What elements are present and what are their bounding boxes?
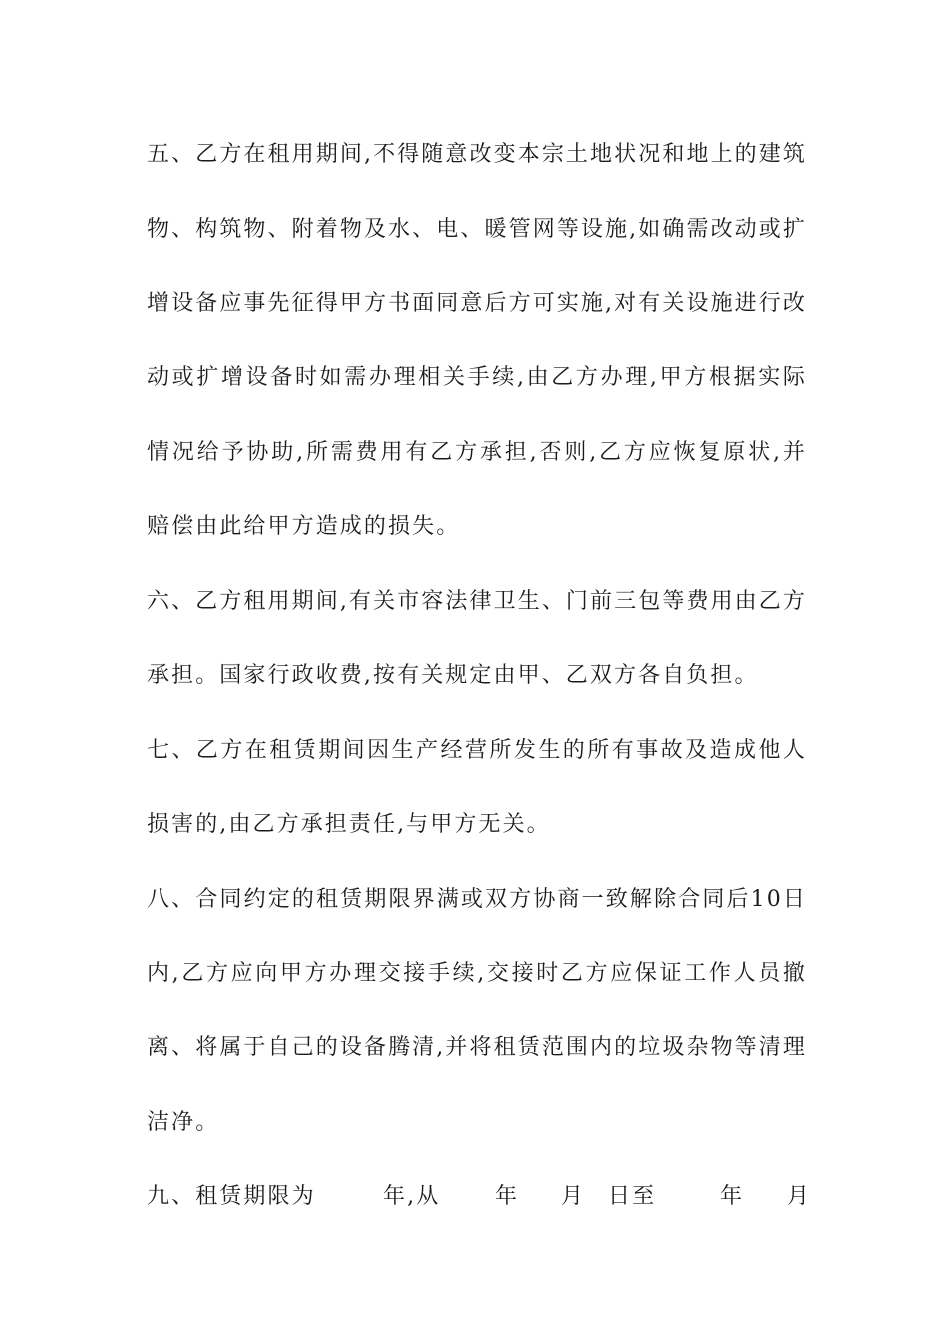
- clause-9-day-to: 日至: [608, 1184, 657, 1209]
- clause-9-lead: 九、租赁期限为: [147, 1184, 316, 1209]
- clause-8-line-3: 离、将属于自己的设备腾清,并将租赁范围内的垃圾杂物等清理: [147, 1035, 807, 1060]
- clause-5-line-6: 赔偿由此给甲方造成的损失。: [147, 514, 461, 539]
- clause-5-line-5: 情况给予协助,所需费用有乙方承担,否则,乙方应恢复原状,并: [147, 440, 807, 465]
- clause-9-line-1: [147, 1179, 812, 1215]
- clause-5-line-2: 物、构筑物、附着物及水、电、暖管网等设施,如确需改动或扩: [147, 217, 807, 242]
- clause-5-line-1: 五、乙方在租用期间,不得随意改变本宗土地状况和地上的建筑: [147, 142, 807, 167]
- clause-7-line-1: 七、乙方在租赁期间因生产经营所发生的所有事故及造成他人: [147, 738, 807, 763]
- clause-5-line-4: 动或扩增设备时如需办理相关手续,由乙方办理,甲方根据实际: [147, 365, 807, 390]
- clause-6-line-2: 承担。国家行政收费,按有关规定由甲、乙双方各自负担。: [147, 663, 759, 688]
- clause-5-line-3: 增设备应事先征得甲方书面同意后方可实施,对有关设施进行改: [147, 291, 807, 316]
- clause-9-year-2: 年: [720, 1184, 745, 1209]
- clause-8-line-4: 洁净。: [147, 1110, 220, 1135]
- clause-8-line-2: 内,乙方应向甲方办理交接手续,交接时乙方应保证工作人员撤: [147, 961, 807, 986]
- clause-7-line-2: 损害的,由乙方承担责任,与甲方无关。: [147, 812, 551, 837]
- clause-9-month: 月: [561, 1184, 586, 1209]
- clause-9-month-2: 月: [787, 1184, 812, 1209]
- clause-9-year: 年: [495, 1184, 520, 1209]
- clause-8-line-1: 八、合同约定的租赁期限界满或双方协商一致解除合同后10日: [147, 887, 807, 912]
- clause-6-line-1: 六、乙方租用期间,有关市容法律卫生、门前三包等费用由乙方: [147, 589, 807, 614]
- clause-9-year-from: 年,从: [383, 1184, 441, 1209]
